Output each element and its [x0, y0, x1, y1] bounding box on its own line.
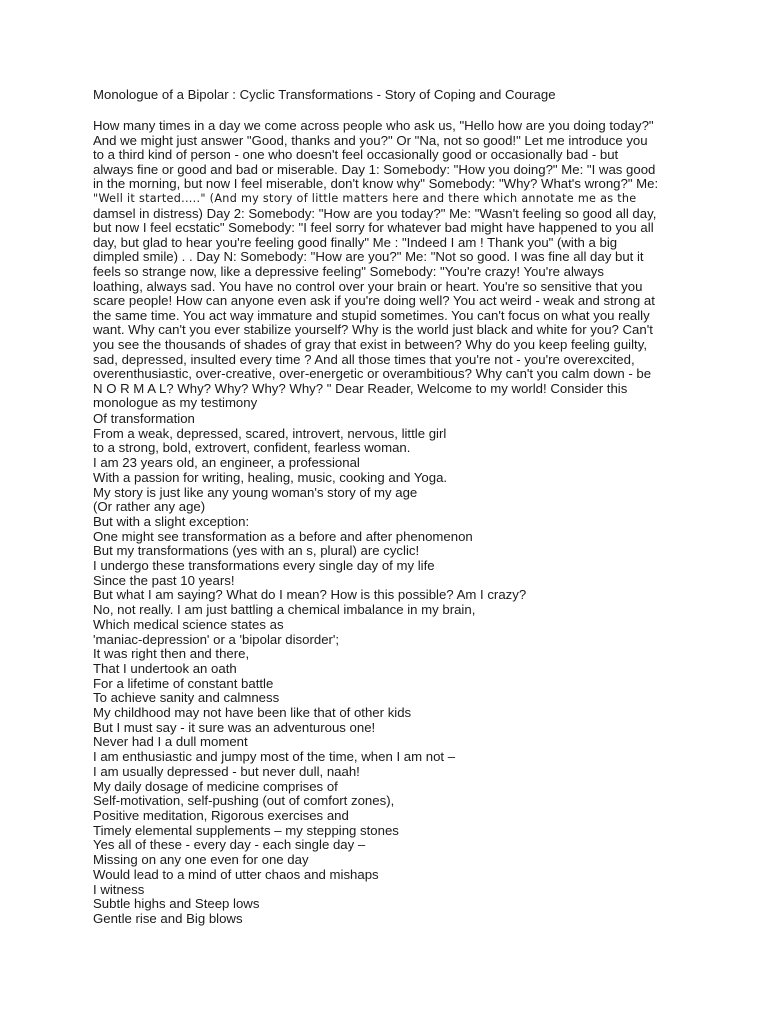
intro-line: the same time. You act way immature and stupid sometimes. You can't focus on what you really [93, 307, 650, 323]
verse-line: One might see transformation as a before and after phenomenon [93, 528, 473, 544]
verse-line: My story is just like any young woman's story of my age [93, 484, 418, 500]
intro-paragraph [93, 119, 673, 411]
verse-line: But what I am saying? What do I mean? How is this possible? Am I crazy? [93, 587, 527, 603]
verse-line: I am enthusiastic and jumpy most of the time, when I am not – [93, 749, 456, 765]
intro-line: N O R M A L? Why? Why? Why? Why? " Dear Reader, Welcome to my world! Consider this [93, 380, 628, 396]
verse-line: But I must say - it sure was an adventurous one! [93, 719, 376, 735]
intro-line: in the morning, but now I feel miserable, don't know why" Somebody: "Why? What's wrong?" Me: [93, 176, 659, 192]
verse-line: It was right then and there, [93, 646, 250, 662]
verse-line: Of transformation [93, 411, 195, 426]
intro-line: overenthusiastic, over-creative, over-energetic or overambitious? Why can't you calm down - be [93, 366, 652, 382]
verse-line: Missing on any one even for one day [93, 852, 309, 868]
intro-line: dimpled smile) . . Day N: Somebody: "How are you?" Me: "Not so good. I was fine all day but it [93, 249, 644, 265]
intro-line: sad, depressed, insulted every time ? And all those times that you're not - you're overexcited, [93, 351, 635, 367]
verse-line: Yes all of these - every day - each single day – [93, 837, 366, 853]
intro-line: feels so strange now, like a depressive feeling" Somebody: "You're crazy! You're always [93, 263, 604, 279]
verse-line: Positive meditation, Rigorous exercises and [93, 807, 349, 823]
document-title: Monologue of a Bipolar : Cyclic Transformations - Story of Coping and Courage [93, 87, 556, 102]
verse-line: Would lead to a mind of utter chaos and mishaps [93, 866, 379, 882]
intro-line: And we might just answer "Good, thanks and you?" Or "Na, not so good!" Let me introduce you [93, 132, 648, 148]
intro-line: damsel in distress) Day 2: Somebody: "How are you today?" Me: "Wasn't feeling so good all day, [93, 205, 657, 221]
intro-line: "Well it started....." (And my story of little matters here and there which annotate me as the [93, 191, 637, 205]
verse-line: My childhood may not have been like that of other kids [93, 705, 412, 721]
intro-line: How many times in a day we come across people who ask us, "Hello how are you doing today?" [93, 118, 654, 133]
verse-line: My daily dosage of medicine comprises of [93, 778, 338, 794]
verse-body [93, 412, 673, 927]
verse-line: From a weak, depressed, scared, introvert, nervous, little girl [93, 425, 447, 441]
verse-line: To achieve sanity and calmness [93, 690, 280, 706]
intro-line: loathing, always sad. You have no control over your brain or heart. You're so sensitive that you [93, 278, 643, 294]
verse-line: Self-motivation, self-pushing (out of comfort zones), [93, 793, 395, 809]
verse-line: Never had I a dull moment [93, 734, 248, 750]
verse-line: But with a slight exception: [93, 513, 250, 529]
verse-line: Since the past 10 years! [93, 572, 235, 588]
verse-line: With a passion for writing, healing, music, cooking and Yoga. [93, 469, 448, 485]
intro-line: scare people! How can anyone even ask if you're doing well? You act weird - weak and strong at [93, 293, 655, 309]
verse-line: (Or rather any age) [93, 499, 206, 515]
verse-line: 'maniac-depression' or a 'bipolar disorder'; [93, 631, 340, 647]
intro-line: you see the thousands of shades of gray that exist in between? Why do you keep feeling guilty, [93, 336, 647, 352]
intro-line: day, but glad to hear you're feeling good finally" Me : "Indeed I am ! Thank you" (with a big [93, 234, 618, 250]
verse-line: No, not really. I am just battling a chemical imbalance in my brain, [93, 602, 476, 618]
verse-line: But my transformations (yes with an s, plural) are cyclic! [93, 543, 420, 559]
verse-line: I am 23 years old, an engineer, a professional [93, 455, 360, 471]
verse-line: Which medical science states as [93, 616, 284, 632]
verse-line: I am usually depressed - but never dull, naah! [93, 763, 360, 779]
verse-line: For a lifetime of constant battle [93, 675, 274, 691]
intro-line: but now I feel ecstatic" Somebody: "I feel sorry for whatever bad might have happened to you all [93, 220, 654, 236]
intro-line: always fine or good and bad or miserable. Day 1: Somebody: "How you doing?" Me: "I was good [93, 161, 656, 177]
verse-line: to a strong, bold, extrovert, confident, fearless woman. [93, 440, 411, 456]
intro-line: want. Why can't you ever stabilize yourself? Why is the world just black and white for you? Can't [93, 322, 653, 338]
verse-line: Gentle rise and Big blows [93, 910, 243, 926]
intro-line: monologue as my testimony [93, 395, 258, 411]
verse-line: Subtle highs and Steep lows [93, 896, 260, 912]
verse-line: That I undertook an oath [93, 660, 237, 676]
verse-line: Timely elemental supplements – my stepping stones [93, 822, 399, 838]
intro-line: to a third kind of person - one who doesn't feel occasionally good or occasionally bad - but [93, 147, 619, 163]
verse-line: I witness [93, 881, 145, 897]
verse-line: I undergo these transformations every single day of my life [93, 558, 435, 574]
